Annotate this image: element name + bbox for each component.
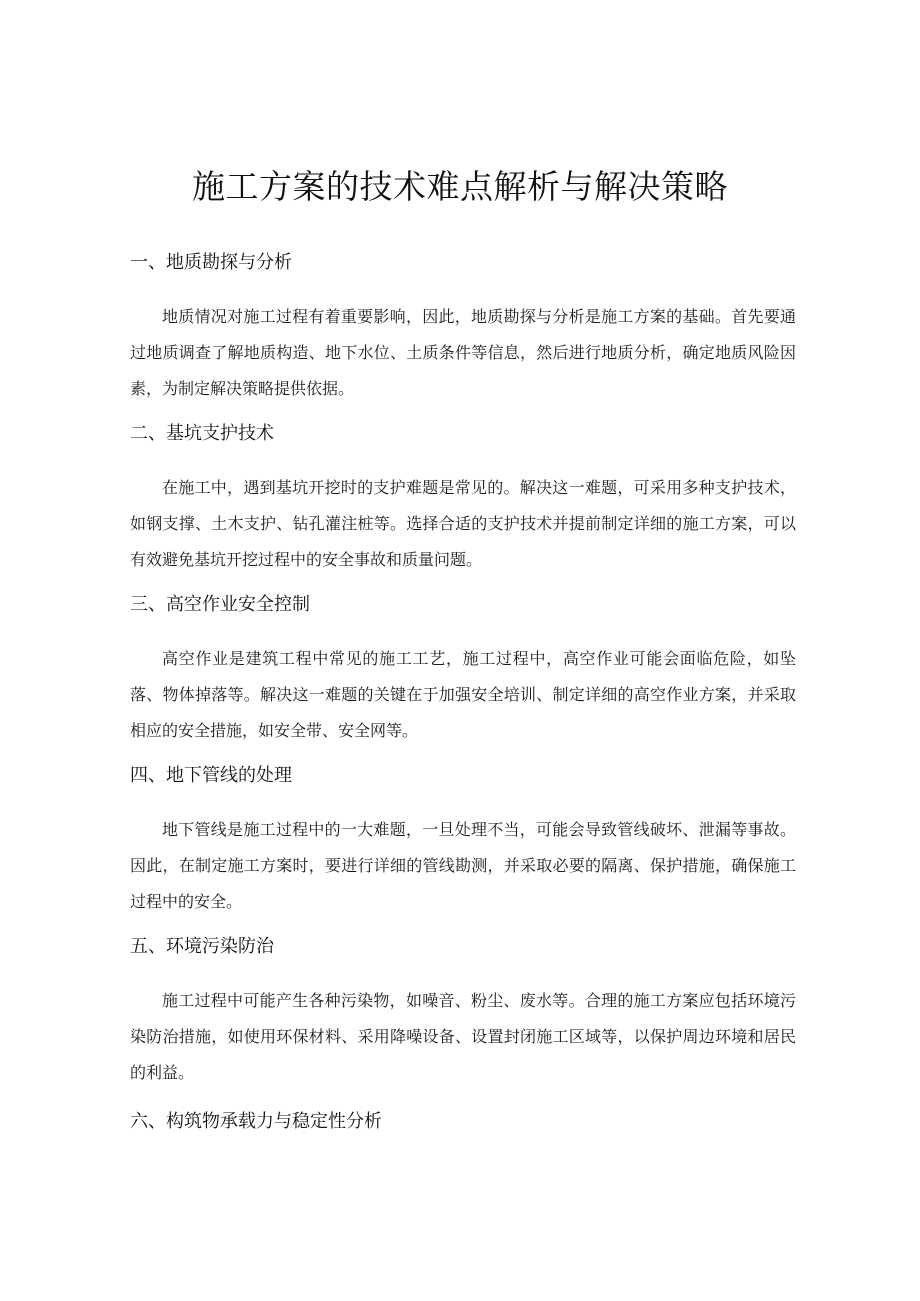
section-heading: 六、构筑物承载力与稳定性分析 <box>130 1111 382 1132</box>
section-high-altitude-safety <box>130 591 796 749</box>
document-title: 施工方案的技术难点解析与解决策略 <box>192 167 728 206</box>
section-paragraph: 施工过程中可能产生各种污染物，如噪音、粉尘、废水等。合理的施工方案应包括环境污染防治措施，如使用环保材料、采用降噪设备、设置封闭施工区域等，以保护周边环境和居民的利益。 <box>130 991 796 1082</box>
section-paragraph: 地质情况对施工过程有着重要影响，因此，地质勘探与分析是施工方案的基础。首先要通过地质调查了解地质构造、地下水位、土质条件等信息，然后进行地质分析，确定地质风险因素，为制定解决策略提供依据。 <box>130 307 796 398</box>
section-heading: 二、基坑支护技术 <box>130 423 274 444</box>
section-heading: 三、高空作业安全控制 <box>130 594 310 615</box>
section-paragraph: 地下管线是施工过程中的一大难题，一旦处理不当，可能会导致管线破坏、泄漏等事故。因此，在制定施工方案时，要进行详细的管线勘测，并采取必要的隔离、保护措施，确保施工过程中的安全。 <box>130 820 796 911</box>
section-paragraph: 高空作业是建筑工程中常见的施工工艺，施工过程中，高空作业可能会面临危险，如坠落、物体掉落等。解决这一难题的关键在于加强安全培训、制定详细的高空作业方案，并采取相应的安全措施，如安全带、安全网等。 <box>130 649 796 740</box>
section-paragraph: 在施工中，遇到基坑开挖时的支护难题是常见的。解决这一难题，可采用多种支护技术，如钢支撑、土木支护、钻孔灌注桩等。选择合适的支护技术并提前制定详细的施工方案，可以有效避免基坑开挖过程中的安全事故和质量问题。 <box>130 478 796 569</box>
section-underground-pipelines <box>130 762 796 920</box>
section-pollution-control <box>130 933 796 1091</box>
section-foundation-pit-support <box>130 420 796 578</box>
section-heading: 四、地下管线的处理 <box>130 765 292 786</box>
section-heading: 一、地质勘探与分析 <box>130 252 292 273</box>
section-structural-stability <box>130 1108 796 1136</box>
section-heading: 五、环境污染防治 <box>130 936 274 957</box>
section-geological-survey <box>130 249 796 407</box>
